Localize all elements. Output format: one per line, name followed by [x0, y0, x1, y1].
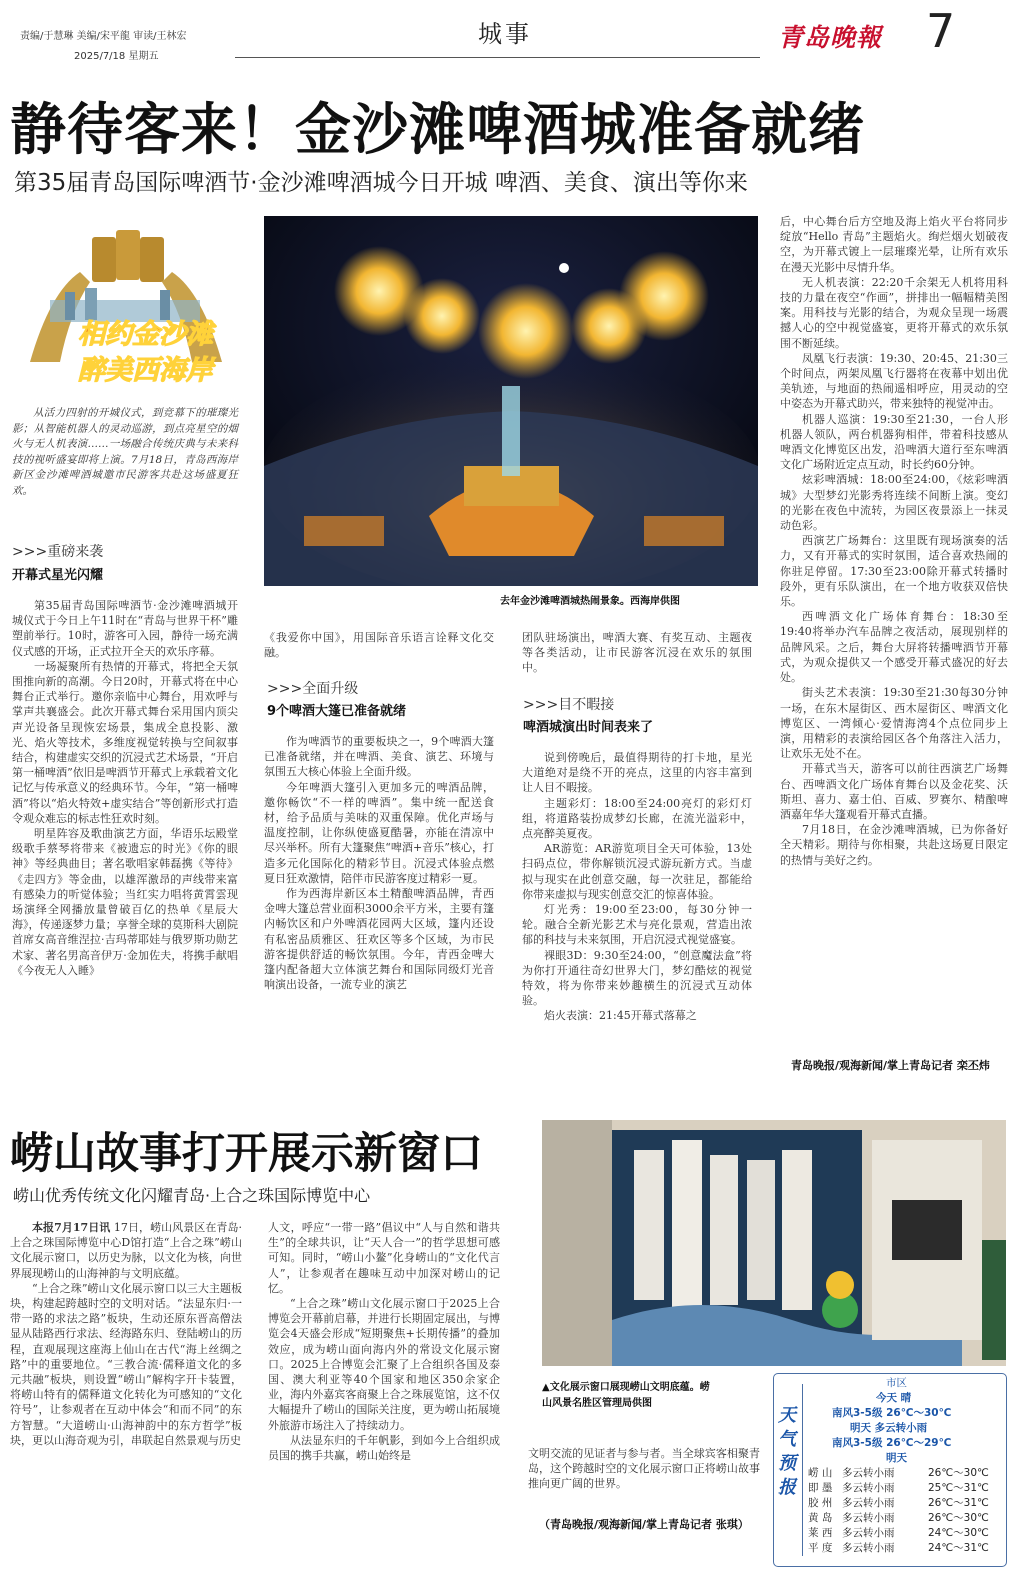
- weather-row: [808, 1481, 1004, 1496]
- event-logo: [10, 212, 242, 395]
- story1-column-1: [12, 598, 238, 1096]
- weather-row: [808, 1466, 1004, 1481]
- story2-subheadline: 崂山优秀传统文化闪耀青岛·上合之珠国际博览中心: [13, 1186, 371, 1205]
- weather-divider: [802, 1384, 803, 1556]
- section-head-2: 9个啤酒大篷已准备就绪: [267, 704, 407, 719]
- intro-paragraph: [12, 406, 238, 499]
- section-head-3: 啤酒城演出时间表来了: [523, 720, 654, 735]
- paragraph: 焰火表演：21:45开幕式落幕之: [544, 1009, 697, 1023]
- paragraph: 炫彩啤酒城：18:00至24:00，《炫彩啤酒城》大型梦幻光影秀将连续不间断上演。变幻的光影在夜色中流转，为园区夜景添上一抹灵动色彩。: [780, 473, 1008, 533]
- weather-city: 平 度: [808, 1542, 833, 1554]
- paragraph: 无人机表演：22:20千余架无人机将用科技的力量在夜空“作画”，拼排出一幅幅精美图案。用科技与光影的结合，为观众呈现一场震撼人心的空中视觉盛宴，更将开幕式的欢乐氛围不断延续。: [780, 275, 1008, 350]
- story1-column-3-top: [522, 630, 752, 676]
- paragraph: 一场凝聚所有热情的开幕式，将把全天氛围推向新的高潮。今日20时，开幕式将在中心舞台正式举行。邀你亲临中心舞台，用欢呼与掌声共襄盛会。此次开幕式舞台采用国内顶尖声光设备呈现恢宏场景，集成全息投影、激光、焰火等技术，多维度视觉转换与空间叙事结合，构建虚实交织的沉浸式艺术场景，“开启第一桶啤酒”依旧是啤酒节开幕式上承载着文化记忆与传承意义的经典环节。今年，“第一桶啤酒”将以“焰火特效+虚实结合”等创新形式打造令观众难忘的标志性狂欢时刻。: [12, 659, 238, 825]
- paragraph: 人文，呼应“一带一路”倡议中“人与自然和谐共生”的全球共识，让“天人合一”的哲学思想可感可知。同时，“崂山小鳌”化身崂山的“文化代言人”，让参观者在趣味互动中加深对崂山的记忆。: [268, 1221, 500, 1295]
- weather-row: [808, 1541, 1004, 1556]
- paragraph: 作为啤酒节的重要板块之一，9个啤酒大篷已准备就绪，并在啤酒、美食、演艺、环境与氛围五大核心体验上全面升级。: [264, 735, 494, 779]
- weather-cond: 多云转小雨: [842, 1542, 895, 1554]
- paragraph: 从法显东归的千年帆影，到如今上合组织成员国的携手共赢，崂山始终是: [268, 1433, 500, 1463]
- logo-line-1: 相约金沙滩: [78, 319, 213, 350]
- weather-temp: 26℃～30℃: [928, 1467, 989, 1479]
- paragraph: 文明交流的见证者与参与者。当全球宾客相聚青岛，这个跨越时空的文化展示窗口正将崂山故事推向更广阔的世界。: [528, 1447, 760, 1491]
- weather-label: 天气预报: [778, 1405, 796, 1498]
- paragraph: 机器人巡演：19:30至21:30，一台人形机器人领队，两台机器狗相伴，带着科技感从啤酒文化博览区出发，沿啤酒大道行至东啤酒文化广场附近定点互动，时长约60分钟。: [780, 412, 1008, 472]
- paragraph: 第35届青岛国际啤酒节·金沙滩啤酒城开城仪式于今日上午11时在“青岛与世界干杯”雕塑前举行。10时，游客可入园，静待一场充满仪式感的开场，正式拉开全天的欢乐序幕。: [12, 599, 238, 658]
- dateline: 本报7月17日讯: [32, 1221, 111, 1234]
- weather-temp: 24℃～31℃: [928, 1542, 989, 1554]
- weather-tomorrow2: 明天: [886, 1452, 907, 1464]
- paragraph: 主题彩灯：18:00至24:00亮灯的彩灯灯组，将道路装扮成梦幻长廊，在流光溢彩中，点亮醉美夏夜。: [522, 796, 752, 841]
- main-photo: [264, 216, 758, 586]
- weather-tomorrow-detail: 南风3-5级 26℃～29℃: [832, 1437, 952, 1449]
- section-title: 城事: [478, 20, 532, 48]
- paragraph: 《我爱你中国》，用国际音乐语言诠释文化交融。: [264, 631, 494, 660]
- paragraph: “上合之珠”崂山文化展示窗口于2025上合博览会开幕前启幕，并进行长期固定展出，与博览会4天盛会形成“短期聚焦+长期传播”的叠加效应，成为崂山面向海内外的常设文化展示窗口。2025上合博览会汇聚了上合组织各国及泰国、澳大利亚等40个国家和地区350余家企业，海内外嘉宾客商聚上合之珠展览馆，这不仅大幅提升了崂山的国际关注度，更为崂山拓展境外旅游市场注入了持续动力。: [268, 1297, 500, 1432]
- story1-column-2: [264, 734, 494, 1096]
- paragraph: 裸眼3D：9:30至24:00，“创意魔法盒”将为你打开通往奇幻世界大门，梦幻酷炫的视觉特效，将为你带来妙趣横生的沉浸式互动体验。: [522, 948, 752, 1008]
- weather-cond: 多云转小雨: [842, 1497, 895, 1509]
- weather-cond: 多云转小雨: [842, 1512, 895, 1524]
- fireworks-night-photo: [264, 216, 758, 586]
- paragraph: 明星阵容及歌曲演艺方面，华语乐坛殿堂级歌手蔡琴将带来《被遗忘的时光》《你的眼神》等经典曲目；著名歌唱家韩磊携《等待》《走四方》等金曲，以雄浑激昂的声线带来富有感染力的听觉体验；当红实力唱将黄霄雲现场演绎全网播放量曾破百亿的热单《星辰大海》，传递逐梦力量；享誉全球的莫斯科大剧院首席女高音维涅拉·吉玛蒂耶娃与俄罗斯功勋艺术家、著名男高音伊万·金加佐夫，将携手献唱《今夜无人入睡》: [12, 827, 238, 977]
- paragraph: 7月18日，在金沙滩啤酒城，已为你备好全天精彩。期待与你相聚，共赴这场夏日限定的热情与美好之约。: [780, 823, 1008, 867]
- weather-city: 胶 州: [808, 1497, 833, 1509]
- weather-row: [808, 1526, 1004, 1541]
- section-head-1: 开幕式星光闪耀: [12, 568, 104, 583]
- paragraph: 凤凰飞行表演：19:30、20:45、21:30三个时间点，两架凤凰飞行器将在夜幕中划出优美轨迹，与地面的热闹遥相呼应，用灵动的空中姿态为开幕式助兴，带来独特的视觉冲击。: [780, 351, 1008, 411]
- paragraph: 作为西海岸新区本土精酿啤酒品牌，青西金啤大篷总营业面积3000余平方米，主要有篷内畅饮区和户外啤酒花园两大区域，篷内还设有私密品质雅区、狂欢区等多个区域，为市民游客提供舒适的畅饮氛围。今年，青西金啤大篷内配备超大立体演艺舞台和国际同级灯光音响演出设备，一流专业的演艺: [264, 887, 494, 992]
- weather-rows: [808, 1466, 1004, 1556]
- weather-box: [773, 1373, 1007, 1567]
- subheadline: 第35届青岛国际啤酒节·金沙滩啤酒城今日开城 啤酒、美食、演出等你来: [14, 170, 748, 196]
- paragraph: [10, 1220, 242, 1281]
- weather-city: 即 墨: [808, 1482, 833, 1494]
- header-date: 2025/7/18 星期五: [74, 51, 159, 62]
- headline: 静待客来！金沙滩啤酒城准备就绪: [10, 97, 865, 163]
- paragraph: AR游览：AR游览项目全天可体验，13处扫码点位，带你解锁沉浸式游玩新方式。当虚拟与现实在此创意交融，每一次驻足，都能给你带来虚拟与现实创意交汇的惊喜体验。: [522, 842, 752, 901]
- paragraph: 西啤酒文化广场体育舞台：18:30至19:40将举办汽车品牌之夜活动，展现别样的品牌风采。之后，舞台大屏将转播啤酒节开幕式，为观众提供又一个感受开幕式盛况的好去处。: [780, 610, 1008, 685]
- story1-byline: 青岛晚报/观海新闻/掌上青岛记者 栾丕炜: [791, 1059, 990, 1072]
- weather-cond: 多云转小雨: [842, 1482, 895, 1494]
- page-number: 7: [926, 4, 956, 58]
- weather-today: 今天 晴: [876, 1392, 912, 1404]
- weather-city: 崂 山: [808, 1467, 833, 1479]
- story2-column-2: [268, 1220, 500, 1568]
- story2-column-3: [528, 1446, 760, 1492]
- story2-headline: 崂山故事打开展示新窗口: [10, 1129, 483, 1179]
- paragraph: 灯光秀：19:00至23:00，每30分钟一轮。融合全新光影艺术与亮化景观，营造出浓郁的科技与未来氛围，开启沉浸式视觉盛宴。: [522, 903, 752, 947]
- exhibit-caption: ▲文化展示窗口展现崂山文明底蕴。崂山风景名胜区管理局供图: [542, 1382, 710, 1409]
- weather-tomorrow: 明天 多云转小雨: [850, 1422, 928, 1434]
- paragraph: 团队驻场演出，啤酒大赛、有奖互动、主题夜等各类活动，让市民游客沉浸在欢乐的氛围中。: [522, 631, 752, 675]
- section-kicker-2: >>>全面升级: [267, 681, 359, 697]
- weather-temp: 24℃～30℃: [928, 1527, 989, 1539]
- paragraph: 西演艺广场舞台：这里既有现场演奏的活力，又有开幕式的实时氛围，适合喜欢热闹的你驻足停留。17:30至23:00除开幕式转播时段外，更有乐队演出，在一个地方收获双倍快乐。: [780, 534, 1008, 609]
- story2-column-1: [10, 1220, 242, 1568]
- weather-today-detail: 南风3-5级 26℃～30℃: [832, 1407, 952, 1419]
- paragraph: 说到傍晚后，最值得期待的打卡地，星光大道绝对是绕不开的亮点，这里的内容丰富到让人目不暇接。: [522, 751, 752, 795]
- newspaper-logo: 青岛晚報: [778, 23, 883, 52]
- laoshan-exhibit-photo: [542, 1120, 1006, 1366]
- weather-city: 莱 西: [808, 1527, 833, 1539]
- paragraph: “上合之珠”崂山文化展示窗口以三大主题板块，构建起跨越时空的文明对话。“法显东归·一带一路的求法之路”板块，生动还原东晋高僧法显从陆路西行求法、经海路东归、登陆崂山的历程，直观展现这座海上仙山在古代“海上丝绸之路”中的重要地位。“三教合流·儒释道文化的多元共融”板块，则设置“崂山”解构字幵卡装置，将崂山特有的儒释道文化转化为可感知的“文化符号”，让参观者在互动中体会“和而不同”的东方智慧。“大道崂山·山海神韵中的东方哲学”板块，更以山海奇观为引，串联起自然景观与历史: [10, 1281, 242, 1447]
- weather-cond: 多云转小雨: [842, 1527, 895, 1539]
- paragraph-text: 17日，崂山风景区在青岛·上合之珠国际博览中心D馆打造“上合之珠”崂山文化展示窗口，以历史为脉，以文化为核，向世界展现崂山的山海神韵与文明底蕴。: [10, 1221, 242, 1280]
- story2-byline: （青岛晚报/观海新闻/掌上青岛记者 张琪）: [539, 1518, 749, 1531]
- paragraph: 今年啤酒大篷引入更加多元的啤酒品牌，邀你畅饮“不一样的啤酒”。集中统一配送食材，给予品质与美味的双重保障。优化声场与温度控制，让你纵使盛夏酷暑，亦能在清凉中尽兴举杯。所有大篷聚焦“啤酒+音乐”核心，打造多元化国际化的精彩节目。沉浸式体验点燃夏日狂欢激情，陪伴市民游客度过精彩一夏。: [264, 780, 494, 885]
- weather-city: 黄 岛: [808, 1512, 833, 1524]
- weather-temp: 26℃～31℃: [928, 1497, 989, 1509]
- paragraph: 后，中心舞台后方空地及海上焰火平台将同步绽放“Hello 青岛”主题焰火。绚烂烟火划破夜空，为开幕式镀上一层璀璨光晕，让所有欢乐在漫天光影中尽情升华。: [780, 215, 1008, 274]
- story1-column-4: [780, 214, 1008, 1052]
- weather-cond: 多云转小雨: [842, 1467, 895, 1479]
- photo-caption: 去年金沙滩啤酒城热闹景象。西海岸供图: [500, 596, 680, 607]
- paragraph: 开幕式当天，游客可以前往西演艺广场舞台、西啤酒文化广场体育舞台以及金花奖、沃斯坦、喜力、嘉士伯、百威、罗赛尔、精酿啤酒嘉年华大篷观看开幕式直播。: [780, 762, 1008, 821]
- logo-line-2: 醉美西海岸: [78, 355, 213, 386]
- weather-row: [808, 1511, 1004, 1526]
- exhibit-photo: [542, 1120, 1006, 1366]
- weather-temp: 25℃～31℃: [928, 1482, 989, 1494]
- intro-text: 从活力四射的开城仪式，到竞幕下的璀璨光影；从智能机器人的灵动巡游，到点亮星空的烟火与无人机表演……一场融合传统庆典与未来科技的视听盛宴即将上演。7月18日，青岛西海岸新区金沙滩啤酒城邀市民游客共赴这场盛夏狂欢。: [12, 407, 238, 497]
- header-rule: [235, 57, 760, 58]
- story1-column-2-top: [264, 630, 494, 660]
- header-credits: 责编/于慧琳 美编/宋平龍 审读/王林宏: [20, 31, 187, 42]
- story1-column-3: [522, 750, 752, 1096]
- paragraph: 街头艺术表演：19:30至21:30每30分钟一场，在东木屋街区、西木屋街区、啤酒文化博览区、一湾倾心·爱情海湾4个点位同步上演，用精彩的表演给园区各个角落注入活力，让欢乐无处不在。: [780, 686, 1008, 761]
- weather-row: [808, 1496, 1004, 1511]
- weather-city-title: 市区: [886, 1377, 907, 1389]
- weather-temp: 26℃～30℃: [928, 1512, 989, 1524]
- section-kicker-1: >>>重磅来袭: [12, 544, 104, 560]
- section-kicker-3: >>>目不暇接: [523, 697, 615, 713]
